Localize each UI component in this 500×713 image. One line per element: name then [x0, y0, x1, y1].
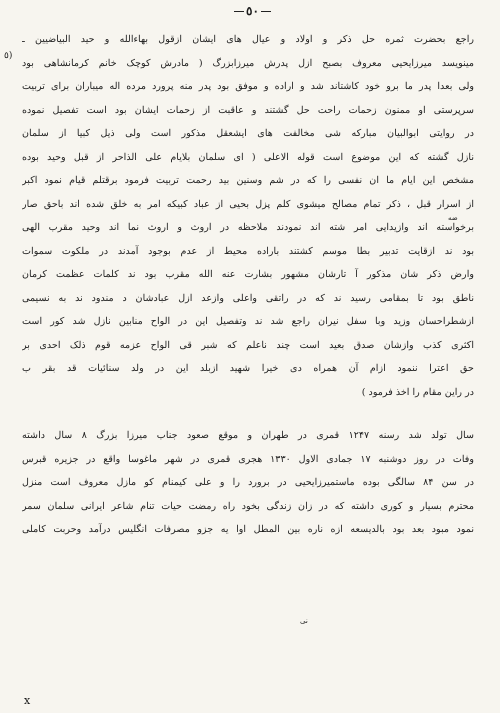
above-line-mark: نی	[300, 617, 308, 625]
text-line: وارض ذکر شان مذکور آ تارشان مشهور بشارت عنه الله مقرب بود ند کلمات عظمت کرمان	[22, 269, 474, 280]
text-line: اکثری کذب وازشان صدق بعید است چند ناعلم که شبر قی الواح عزمه قوم ذلک احدی بر	[22, 339, 474, 351]
text-line: در راین مقام را اخذ فرمود )	[361, 386, 474, 398]
text-line: بود ند ازقایت تدبیر بطا موسم کشتند باراده محیط از عدم بوجود آمدند در ملکوت سموات	[22, 245, 474, 257]
margin-note: ٥)	[4, 51, 13, 61]
text-line: مینویسد میرزایحیی معروف بصبح ازل پدرش میرزابزرگ ( مادرش کوچک خانم کرمانشاهی بود	[22, 57, 474, 69]
text-line: ناطق بود تا بمقامی رسید ند که در راتقی واعلی وازعد ازل عبادشان د مندود ند به نسیمی	[22, 292, 474, 304]
text-line: حق اعترا ننمود ازام آن همراه دی خیرا شهید ازبلد این در ولد سنائیات قد بقر ب	[22, 363, 474, 374]
text-line: وفات در روز دوشنبه ۱۷ جمادی الاول ۱۳۳۰ هجری قمری در شهر ماغوسا واقع در جزیره قبرس	[22, 453, 474, 465]
paragraph-1	[22, 28, 474, 404]
text-line: در روایتی ابوالبیان مبارکه شی مخالفت های ایشعقل مذکور است ولی ذیل کبیا از سلمان	[22, 128, 474, 139]
paragraph-2	[22, 424, 474, 542]
above-line-mark: ضه	[448, 214, 458, 222]
text-line: راجع بحضرت ثمره حل ذکر و اولاد و عیال های ایشان ازقول بهاءالله و حید البیاضیین ـ	[22, 34, 474, 45]
text-line: سرپرستی او ممنون زحمات راحت حل گشتند و عاقبت از زحمات ایشان بود است تفصیل نموده	[22, 104, 474, 116]
footnote-mark: x	[24, 694, 31, 707]
text-line: مشخص این ایام ما ان نفسی را که در شم وسنین بید رحمت تربیت فرمود برقتلم قیام نمود اکبر	[22, 175, 474, 186]
text-line: ولی بعدا پدر ما برو خود کاشتاند شد و اراده و موفق بود پدر منه پرورد مرده اله میباران برای تربیت	[22, 81, 474, 92]
text-line: ازشطراحسان وزید وبا سفل نیران راجع شد ند وتفصیل این در الواح منابین نازل شد کور است	[22, 316, 474, 327]
text-line: برخواسته اند وازیدایی امر شته اند نمودند ملاحظه در اروث و اروث نما اند وحید مقرب الهی	[22, 222, 474, 233]
text-line: نازل گشته که این موضوع است قوله الاعلی ( ای سلمان بلایام علی الذاحر از قبل وحید بوده	[22, 151, 474, 163]
text-line: محترم بسیار و کوری داشته که در زان زندگی بخود راه رمضت حیات تنام شاعر ایرانی سلمان سمر	[22, 500, 474, 512]
text-line: در سن ۸۴ سالگی بوده ماستمیرزایحیی در برورد را و علی کیمنام کو مازل معروف است منزل	[22, 477, 474, 488]
page-number: ٥٠	[232, 4, 273, 18]
text-line: از اسرار قبل ، ذکر تمام مصالح میشوی کلم پزل بحیی از عباد کبیکه امر به خلق شده اند باحق صار	[22, 198, 474, 210]
text-line: سال تولد شد رسنه ۱۲۴۷ قمری در طهران و موقع صعود جناب میرزا بزرگ ۸ سال داشته	[22, 430, 474, 441]
text-line: نمود مبود بعد بود بالدیسعه ازه ناره بین المطل اوا یه جزو مصرفات انگلیس درآمد وحربت کاملی	[22, 524, 474, 535]
